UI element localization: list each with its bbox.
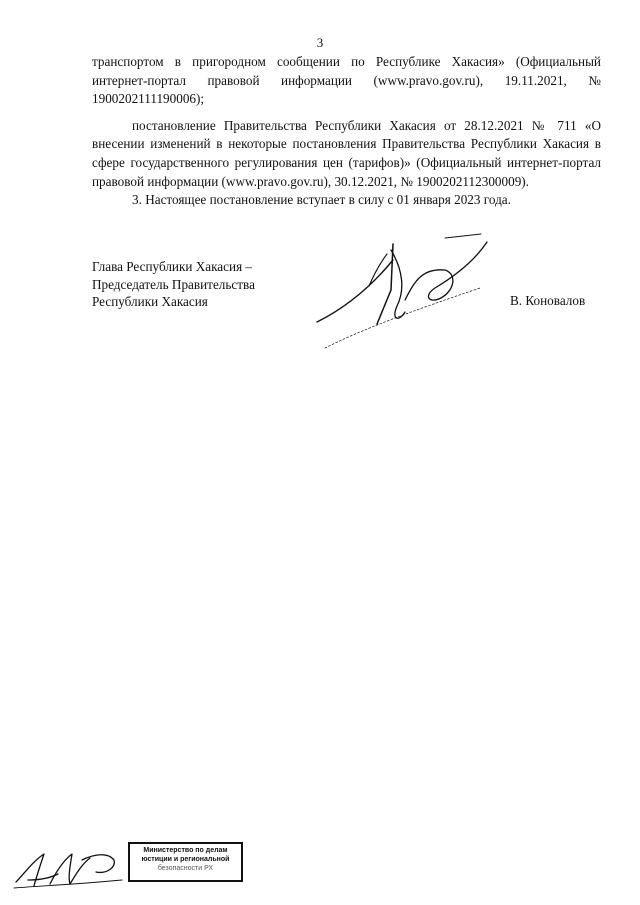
signatory-title-line-2: Председатель Правительства bbox=[92, 276, 255, 292]
registration-stamp bbox=[128, 842, 243, 882]
handwritten-initials bbox=[10, 840, 130, 895]
paragraph-continuation: транспортом в пригородном сообщении по Республике Хакасия» (Официальный интернет-портал правовой информации (www.pravo.gov.ru), 19.11.2021, № 1900202111190006); bbox=[92, 54, 601, 107]
signatory-title bbox=[92, 258, 255, 311]
paragraph-effective-date: 3. Настоящее постановление вступает в силу с 01 января 2023 года. bbox=[132, 192, 511, 208]
handwritten-signature bbox=[305, 230, 505, 370]
page-number: 3 bbox=[316, 35, 324, 50]
paragraph-resolution-711: постановление Правительства Республики Хакасия от 28.12.2021 № 711 «О внесении изменений в некоторые постановления Правительства Республики Хакасия в сфере государственного регулирования цен (тарифов)» (Официальный интернет-портал правовой информации (www.pravo.gov.ru), 30.12.2021, № 1900202112300009). bbox=[92, 117, 601, 189]
stamp-line-2: юстиции и региональной bbox=[141, 856, 230, 863]
signatory-title-line-3: Республики Хакасия bbox=[92, 294, 208, 309]
stamp-line-3: безопасности РХ bbox=[157, 865, 214, 872]
stamp-line-1: Министерство по делам bbox=[143, 847, 228, 854]
signer-name: В. Коновалов bbox=[510, 293, 586, 308]
signatory-title-line-1: Глава Республики Хакасия – bbox=[92, 259, 253, 274]
document-body bbox=[92, 53, 601, 210]
